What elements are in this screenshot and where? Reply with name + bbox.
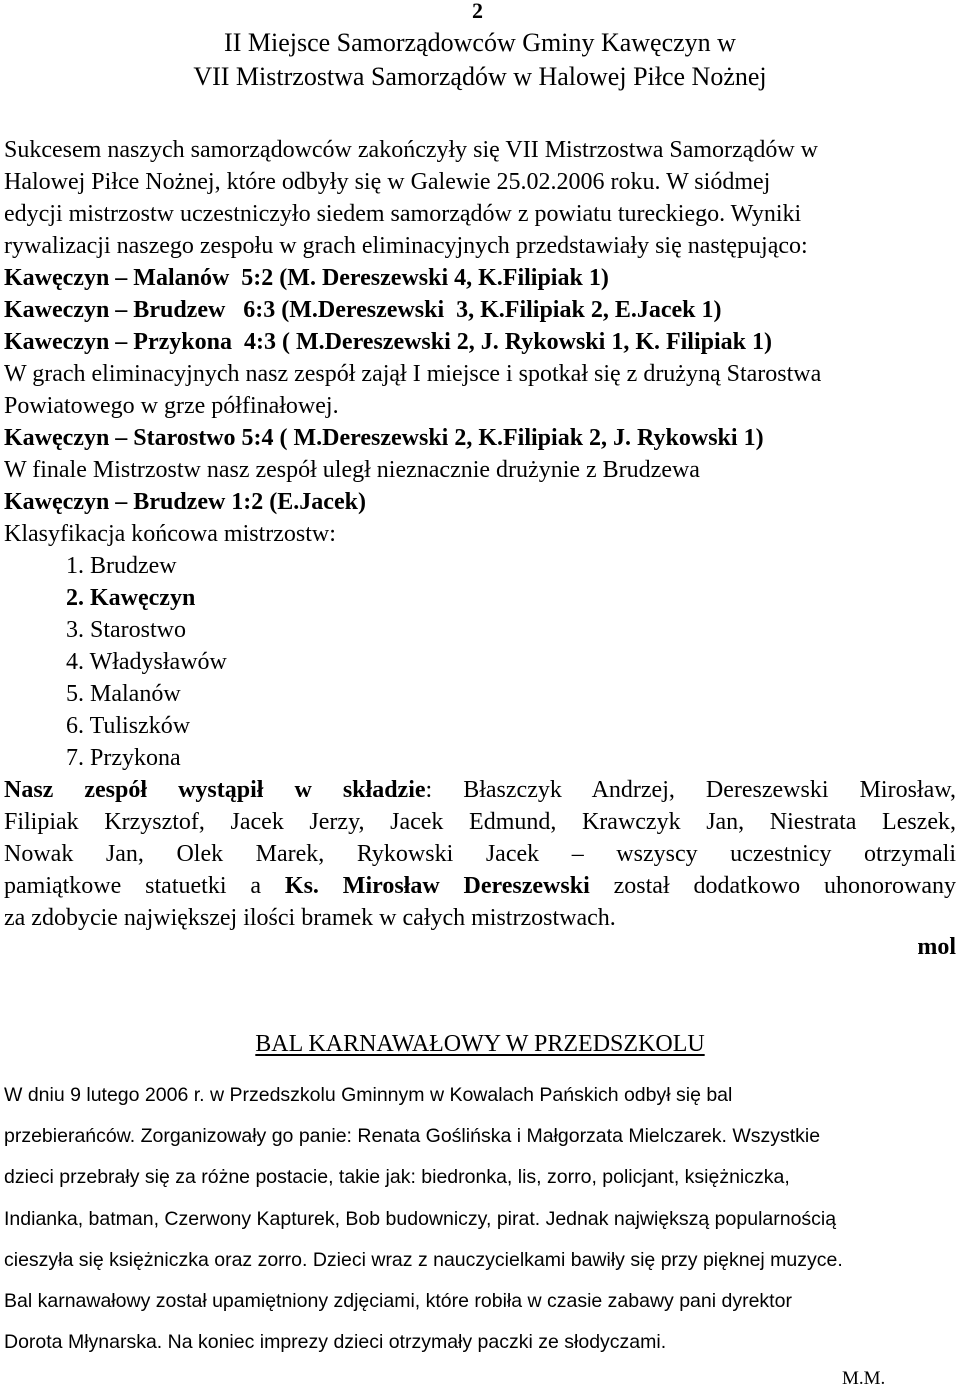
squad-line: Nowak Jan, Olek Marek, Rykowski Jacek – wszyscy uczestnicy otrzymali	[4, 841, 956, 867]
bal-line: Dorota Młynarska. Na koniec imprezy dzieci otrzymały paczki ze słodyczami.	[4, 1331, 667, 1353]
classification-item: 3. Starostwo	[66, 617, 186, 643]
match-result: Kawęczyn – Malanów 5:2 (M. Dereszewski 4, K.Filipiak 1)	[4, 265, 609, 291]
elimination-text: W grach eliminacyjnych nasz zespół zajął I miejsce i spotkał się z drużyną Starostwa	[4, 361, 822, 387]
classification-item: 5. Malanów	[66, 681, 181, 707]
bal-line: cieszyła się księżniczka oraz zorro. Dzieci wraz z nauczycielkami bawiły się przy pięknej muzyce.	[4, 1249, 843, 1271]
classification-item: 4. Władysławów	[66, 649, 227, 675]
squad-names: : Błaszczyk Andrzej, Dereszewski Mirosław,	[425, 777, 956, 803]
elimination-text: Powiatowego w grze półfinałowej.	[4, 393, 339, 419]
classification-label: Klasyfikacja końcowa mistrzostw:	[4, 521, 336, 547]
squad-line: Filipiak Krzysztof, Jacek Jerzy, Jacek Edmund, Krawczyk Jan, Niestrata Leszek,	[4, 809, 956, 835]
intro-line: edycji mistrzostw uczestniczyło siedem samorządów z powiatu tureckiego. Wyniki	[4, 201, 802, 227]
match-result: Kaweczyn – Brudzew 6:3 (M.Dereszewski 3, K.Filipiak 2, E.Jacek 1)	[4, 297, 722, 323]
final-result: Kawęczyn – Brudzew 1:2 (E.Jacek)	[4, 489, 366, 515]
article-title-line2: VII Mistrzostwa Samorządów w Halowej Piłce Nożnej	[193, 62, 767, 91]
squad-text: został dodatkowo uhonorowany	[589, 873, 957, 899]
classification-item: 6. Tuliszków	[66, 713, 191, 739]
article-signature: mol	[917, 934, 956, 960]
article-title-line1: II Miejsce Samorządowców Gminy Kawęczyn w	[224, 28, 736, 57]
classification-item: 1. Brudzew	[66, 553, 177, 579]
bal-line: Indianka, batman, Czerwony Kapturek, Bob budowniczy, pirat. Jednak największą popularnością	[4, 1208, 837, 1230]
final-text: W finale Mistrzostw nasz zespół uległ nieznacznie drużynie z Brudzewa	[4, 457, 700, 483]
semifinal-result: Kawęczyn – Starostwo 5:4 ( M.Dereszewski 2, K.Filipiak 2, J. Rykowski 1)	[4, 425, 764, 451]
classification-item: 7. Przykona	[66, 745, 181, 771]
squad-line: za zdobycie największej ilości bramek w całych mistrzostwach.	[4, 905, 616, 931]
squad-line	[4, 870, 956, 902]
bal-line: dzieci przebrały się za różne postacie, takie jak: biedronka, lis, zorro, policjant, księżniczka,	[4, 1166, 790, 1188]
intro-line: Halowej Piłce Nożnej, które odbyły się w Galewie 25.02.2006 roku. W siódmej	[4, 169, 771, 195]
bal-line: Bal karnawałowy został upamiętniony zdjęciami, które robiła w czasie zabawy pani dyrektor	[4, 1290, 792, 1312]
bal-title: BAL KARNAWAŁOWY W PRZEDSZKOLU	[255, 1031, 705, 1057]
intro-line: Sukcesem naszych samorządowców zakończyły się VII Mistrzostwa Samorządów w	[4, 137, 818, 163]
intro-line: rywalizacji naszego zespołu w grach eliminacyjnych przedstawiały się następująco:	[4, 233, 808, 259]
squad-line	[4, 774, 956, 806]
bal-line: W dniu 9 lutego 2006 r. w Przedszkolu Gminnym w Kowalach Pańskich odbył się bal	[4, 1084, 733, 1106]
match-result: Kaweczyn – Przykona 4:3 ( M.Dereszewski 2, J. Rykowski 1, K. Filipiak 1)	[4, 329, 772, 355]
bal-line: przebierańców. Zorganizowały go panie: Renata Goślińska i Małgorzata Mielczarek. Wszystkie	[4, 1125, 821, 1147]
page-number: 2	[472, 0, 483, 23]
squad-text: pamiątkowe statuetki a	[4, 873, 285, 899]
bal-signature: M.M.	[842, 1368, 886, 1389]
classification-item: 2. Kawęczyn	[66, 585, 196, 611]
top-scorer-name: Ks. Mirosław Dereszewski	[284, 873, 590, 899]
squad-heading: Nasz zespół wystąpił w składzie	[4, 777, 426, 803]
